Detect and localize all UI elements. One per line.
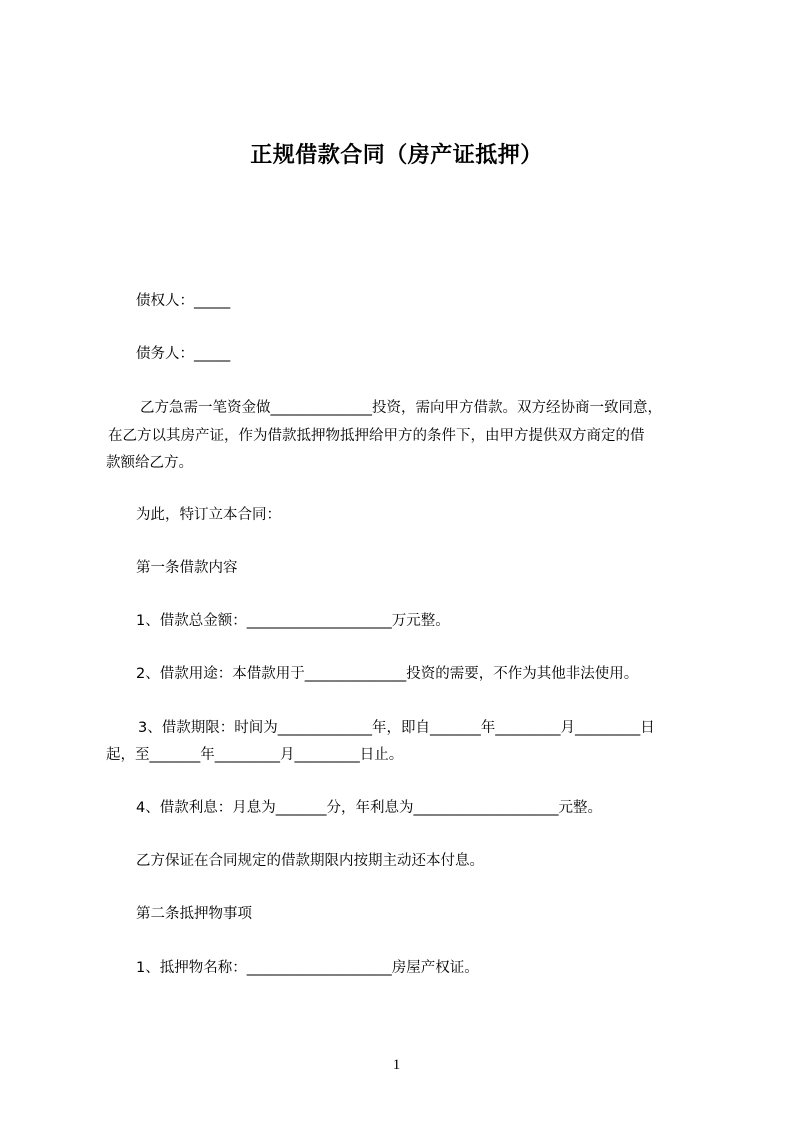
article-1-heading: 第一条借款内容	[136, 560, 238, 576]
intro-line-3: 款额给乙方。	[106, 455, 193, 471]
loan-amount-line: 1、借款总金额：____________________万元整。	[136, 613, 450, 629]
intro-line-1: 乙方急需一笔资金做______________投资，需向甲方借款。双方经协商一致同意，	[140, 400, 662, 416]
repayment-guarantee-line: 乙方保证在合同规定的借款期限内按期主动还本付息。	[136, 853, 484, 869]
article-2-heading: 第二条抵押物事项	[136, 906, 252, 922]
debtor-line: 债务人：_____	[136, 346, 231, 362]
loan-purpose-line: 2、借款用途：本借款用于______________投资的需要，不作为其他非法使用。	[136, 666, 639, 682]
loan-interest-line: 4、借款利息：月息为_______分，年利息为____________________元整。	[136, 800, 602, 816]
creditor-line: 债权人：_____	[136, 293, 231, 309]
document-title: 正规借款合同（房产证抵押）	[250, 143, 543, 168]
loan-term-line-1: 3、借款期限：时间为_____________年，即自_______年_________月_________日	[138, 720, 655, 736]
hereby-line: 为此，特订立本合同：	[136, 507, 281, 523]
intro-line-2: 在乙方以其房产证，作为借款抵押物抵押给甲方的条件下，由甲方提供双方商定的借	[108, 428, 645, 444]
page-number: 1	[392, 1057, 401, 1073]
loan-term-line-2: 起，至_______年_________月_________日止。	[106, 747, 404, 763]
collateral-name-line: 1、抵押物名称：____________________房屋产权证。	[136, 960, 479, 976]
